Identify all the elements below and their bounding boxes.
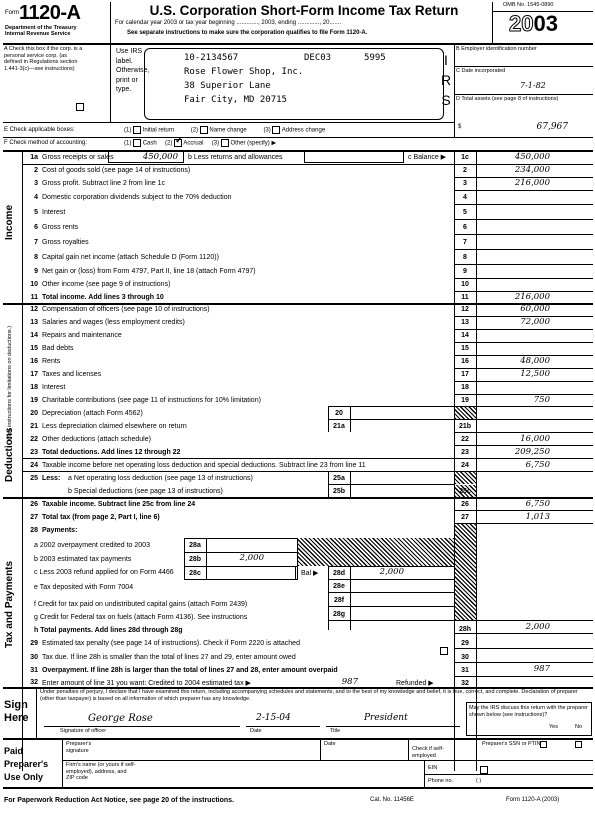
line-8-label: Capital gain net income (attach Schedule D (Form 1120)) [42, 254, 219, 261]
f-options: (1) Cash (2) ✓ Accrual (3) Other (specify) ▶ [124, 139, 276, 148]
period-line: For calendar year 2003 or tax year beginning ............., 2003, ending ............., 20....... [115, 20, 342, 26]
line-10-label: Other income (see page 9 of instructions) [42, 281, 171, 288]
line-1a-value: 450,000 [142, 152, 178, 162]
personal-service-label: A Check this box if the corp. is a personal service corp. (as defined in Regulations section 1.441-3(c)—see instructions) [4, 46, 83, 72]
line-25-label: Less: [42, 475, 61, 482]
total-assets-value: 67,967 [536, 122, 568, 132]
e-label: E Check applicable boxes: [4, 127, 75, 133]
form-footer-id: Form 1120-A (2003) [506, 797, 560, 803]
hatch-25a [455, 472, 476, 484]
line-17-label: Taxes and licenses [42, 371, 102, 378]
cash-checkbox[interactable] [133, 139, 141, 147]
page-title: U.S. Corporation Short-Form Income Tax Return [149, 3, 459, 18]
company-name: Rose Flower Shop, Inc. [184, 67, 304, 77]
line-1a-label: Gross receipts or sales [42, 154, 114, 161]
line-18-label: Interest [42, 384, 66, 391]
line-32-label: Enter amount of line 31 you want: Credited to 2004 estimated tax ▶ [42, 680, 251, 687]
line-28e-label: e Tax deposited with Form 7004 [34, 584, 134, 591]
line-27-value: 1,013 [525, 512, 550, 522]
line-9-label: Net gain or (loss) from Form 4797, Part II, line 18 (attach Form 4797) [42, 268, 256, 275]
phone-label: Phone no. [428, 778, 454, 784]
e-options: (1) Initial return (2) Name change (3) Address change [124, 127, 326, 134]
form-header [3, 2, 593, 44]
line-4-label: Domestic corporation dividends subject to the 70% deduction [42, 194, 232, 201]
discuss-yes-label: Yes [549, 724, 558, 730]
line-21-label: Less depreciation claimed elsewhere on return [42, 423, 187, 430]
deductions-note: (See instructions for limitations on deductions.) [7, 325, 13, 440]
paperwork-notice: For Paperwork Reduction Act Notice, see page 20 of the instructions. [4, 797, 235, 804]
line-28-label: Payments: [42, 527, 78, 534]
line-11-label: Total income. Add lines 3 through 10 [42, 294, 164, 301]
date-label: Date [250, 728, 262, 734]
line-26-label: Taxable income. Subtract line 25c from line 24 [42, 501, 196, 508]
catalog-number: Cat. No. 11456E [370, 797, 414, 803]
line-1c-value: 450,000 [514, 152, 550, 162]
officer-title: President [364, 713, 408, 723]
total-assets-label: D Total assets (see page 8 of instructions) [456, 96, 559, 102]
line-3-value: 216,000 [514, 178, 550, 188]
line-6-label: Gross rents [42, 224, 79, 231]
initial-return-checkbox[interactable] [133, 126, 141, 134]
officer-signature: George Rose [88, 713, 153, 724]
ein-printed: 10-2134567 [184, 53, 239, 63]
line-28c-label: c Less 2003 refund applied for on Form 4466 [34, 569, 174, 576]
company-city: Fair City, MD 20715 [184, 95, 287, 105]
line-28a-label: a 2002 overpayment credited to 2003 [34, 542, 150, 549]
line-24-label: Taxable income before net operating loss deduction and special deductions. Subtract line 23 from line 11 [42, 462, 366, 469]
line-22-value: 16,000 [520, 434, 550, 444]
date-incorporated-value: 7-1-82 [520, 81, 546, 90]
tax-side-label: Tax and Payments [4, 560, 15, 648]
sign-here-heading: Sign Here [4, 699, 29, 724]
omb-number: OMB No. 1545-0890 [503, 2, 554, 8]
form-number: 1120-A [19, 2, 81, 24]
address-change-checkbox[interactable] [272, 126, 280, 134]
line-7-label: Gross royalties [42, 239, 89, 246]
line-17-value: 12,500 [520, 369, 550, 379]
line-16-label: Rents [42, 358, 61, 365]
line-31-label: Overpayment. If line 28h is larger than the total of lines 27 and 28, enter amount overpaid [42, 667, 338, 674]
preparer-date-label: Date [324, 741, 336, 747]
line-11-value: 216,000 [514, 292, 550, 302]
company-street: 38 Superior Lane [184, 81, 271, 91]
irs-discuss-box [466, 702, 592, 736]
preparer-heading: Paid Preparer's Use Only [4, 746, 49, 782]
line-28g-label: g Credit for Federal tax on fuels (attach Form 4136). See instructions [34, 614, 248, 621]
signature-date: 2-15-04 [256, 713, 291, 723]
irs-discuss-text: May the IRS discuss this return with the preparer shown below (see instructions)? [469, 705, 588, 718]
line-29-label: Estimated tax penalty (see page 14 of instructions). Check if Form 2220 is attached [42, 640, 300, 647]
discuss-no-checkbox[interactable] [575, 741, 582, 748]
line-28h-value: 2,000 [525, 622, 550, 632]
line-19-label: Charitable contributions (see page 11 of instructions for 10% limitation) [42, 397, 261, 404]
line-26-value: 6,750 [525, 499, 550, 509]
form-2220-checkbox[interactable] [440, 647, 448, 655]
form-label: Form [5, 10, 19, 16]
use-irs-label-text: Use IRS label. Otherwise, print or type. [116, 48, 150, 93]
firm-name-label: Firm's name (or yours if self-employed), address, and ZIP code [66, 762, 136, 781]
line-25a-label: a Net operating loss deduction (see page 13 of instructions) [68, 475, 253, 482]
line-28c-field[interactable] [266, 567, 296, 579]
accrual-checkbox[interactable] [174, 139, 182, 147]
f-label: F Check method of accounting: [4, 140, 88, 146]
name-change-checkbox[interactable] [200, 126, 208, 134]
signature-label: Signature of officer [60, 728, 107, 734]
line-25b-label: b Special deductions (see page 13 of instructions) [68, 488, 223, 495]
line-13-value: 72,000 [520, 317, 550, 327]
line-30-label: Tax due. If line 28h is smaller than the total of lines 27 and 29, enter amount owed [42, 654, 296, 661]
preparer-signature-label: Preparer's signature [66, 741, 92, 754]
line-22-label: Other deductions (attach schedule) [42, 436, 151, 443]
dollar-sign: $ [458, 124, 462, 130]
ein-label: B Employer identification number [456, 46, 537, 52]
line-23-value: 209,250 [514, 447, 550, 457]
line-12-value: 60,000 [520, 304, 550, 314]
ptin-label: Preparer's SSN or PTIN [482, 741, 541, 747]
line-19-value: 750 [533, 395, 550, 405]
hatch-20 [455, 407, 476, 419]
line-28h-label: h Total payments. Add lines 28d through 28g [34, 627, 183, 634]
line-31-value: 987 [533, 664, 550, 674]
line-28d-value: 2,000 [379, 567, 404, 577]
line-23-label: Total deductions. Add lines 12 through 22 [42, 449, 181, 456]
line-2-value: 234,000 [514, 165, 550, 175]
title-label: Title [330, 728, 341, 734]
line-14-label: Repairs and maintenance [42, 332, 122, 339]
line-1b-label: b Less returns and allowances [188, 154, 283, 161]
deductions-side-label: Deductions [4, 427, 15, 482]
label-code: DEC03 [304, 53, 332, 63]
income-side-label: Income [4, 204, 15, 240]
line-28c-bal: Bal ▶ [301, 570, 319, 577]
line-1b-field[interactable] [304, 151, 404, 163]
label-code-2: 5995 [364, 53, 386, 63]
hatch-28ab [298, 538, 454, 566]
discuss-yes-checkbox[interactable] [540, 741, 547, 748]
irs-label: Internal Revenue Service [5, 31, 71, 37]
line-32-refunded: Refunded ▶ [396, 680, 434, 687]
hatch-28 [455, 524, 476, 620]
line-2-label: Cost of goods sold (see page 14 of instructions) [42, 167, 191, 174]
line-24-value: 6,750 [525, 460, 550, 470]
irs-vertical: IRS [438, 52, 454, 112]
line-3-label: Gross profit. Subtract line 2 from line 1c [42, 180, 165, 187]
other-method-checkbox[interactable] [221, 139, 229, 147]
ein-label-preparer: EIN [428, 765, 438, 771]
line-5-label: Interest [42, 209, 66, 216]
line-28f-label: f Credit for tax paid on undistributed capital gains (attach Form 2439) [34, 601, 248, 608]
perjury-statement: Under penalties of perjury, I declare that I have examined this return, including accompanying schedules and statements, and to the best of my knowledge and belief, it is true, correct, and complete. Declaration of preparer (other than taxpayer) is based on all information of which preparer has any knowledge. [40, 689, 578, 702]
discuss-no-label: No [575, 724, 583, 730]
line-1c-label: c Balance ▶ [408, 154, 447, 161]
line-12-label: Compensation of officers (see page 10 of instructions) [42, 306, 210, 313]
phone-paren: ( ) [476, 778, 482, 784]
line-28b-label: b 2003 estimated tax payments [34, 556, 132, 563]
tax-year: 2003 [509, 11, 558, 36]
line-27-label: Total tax (from page 2, Part I, line 6) [42, 514, 160, 521]
line-16-value: 48,000 [520, 356, 550, 366]
self-employed-label: Check if self-employed [412, 746, 444, 759]
tax-section: 26 Taxable income. Subtract line 25c from line 24 26 6,750 27 Total tax (from page 2, Part I, line 6) 27 1,013 28 Payments: a 2002 overpayment credited to 2003 b 2003 estimated tax payments c Less 2003 refund applied for on Form 4466 28a 28b 28c 2,000 Bal ▶ 28d 2,000 e Tax deposited with Form 7004 28e f Credit for tax paid on undistributed capital gains (attach Form 2439) 28f g Credit for Federal tax on fuels (attach Form 4136). See instructions 28g h Total payments. Add lines 28d through 28g 28h 2,000 29 Estimated tax penalty (see page 14 of instructions). Check if Form 2220 is attached 29 30 Tax due. If line 28h is smaller than the total of lines 27 and 29, enter amount owed 30 31 Overpayment. If line 28h is larger than the total of lines 27 and 28, enter amount overpaid 31 987 32 Enter amount of line 31 you want: Credited to 2004 estimated tax ▶ 987 Refunded ▶ 32 [0, 8, 595, 16]
date-incorporated-label: C Date incorporated [456, 68, 506, 74]
line-28b-value: 2,000 [239, 553, 264, 563]
line-20-field[interactable] [351, 407, 454, 419]
personal-service-checkbox[interactable] [76, 103, 84, 111]
line-15-label: Bad debts [42, 345, 74, 352]
line-32-value: 987 [341, 677, 358, 687]
self-employed-checkbox[interactable] [480, 766, 488, 774]
dept-label: Department of the Treasury [5, 25, 77, 31]
line-20-label: Depreciation (attach Form 4562) [42, 410, 143, 417]
line-13-label: Salaries and wages (less employment credits) [42, 319, 185, 326]
instructions-line: See separate instructions to make sure the corporation qualifies to file Form 1120-A. [127, 30, 368, 36]
